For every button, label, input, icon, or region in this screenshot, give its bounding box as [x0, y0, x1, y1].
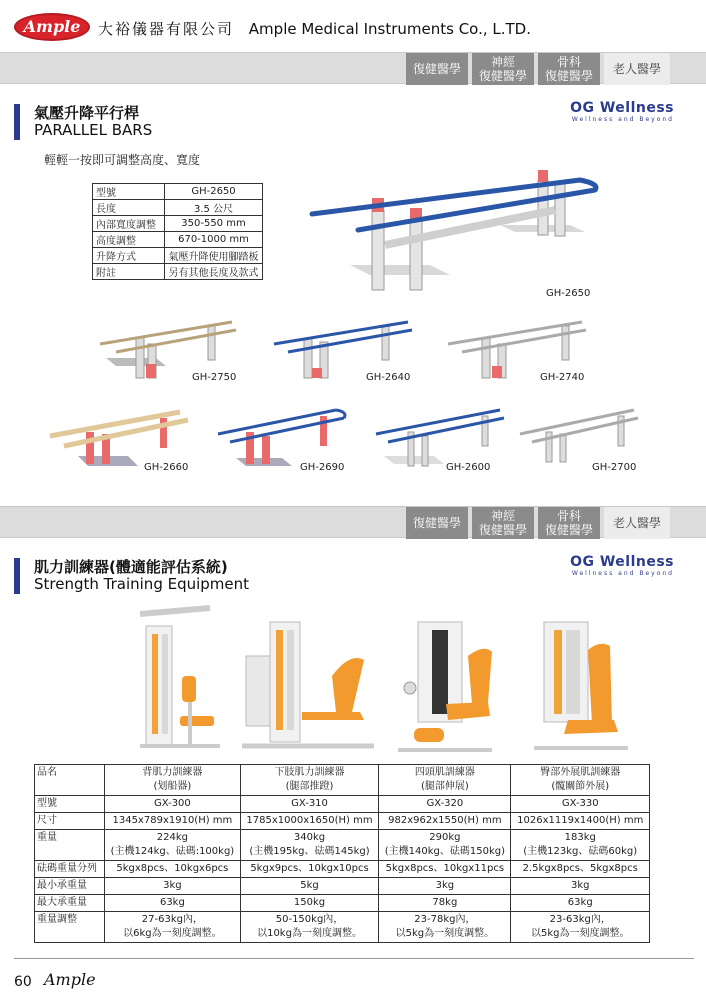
- table-cell: [379, 830, 511, 861]
- table-cell: [105, 765, 241, 796]
- table-cell: 2.5kgx8pcs、5kgx8pcs: [511, 861, 650, 878]
- og-wellness-logo: [570, 100, 674, 123]
- table-row: [35, 895, 650, 912]
- spec-value: 氣壓升降使用腳踏板: [165, 248, 263, 264]
- spec-value: GH-2650: [165, 184, 263, 200]
- table-cell: [379, 765, 511, 796]
- machine-gx320-image: [392, 616, 502, 756]
- cell-line: 以5kg為一刻度調整。: [395, 928, 495, 939]
- table-cell: 3kg: [511, 878, 650, 895]
- footer-ample-logo: Ample: [44, 970, 96, 989]
- section-marker: [14, 558, 20, 594]
- table-row: [93, 248, 263, 264]
- section-marker: [14, 104, 20, 140]
- table-cell: 3kg: [105, 878, 241, 895]
- model-caption: GH-2650: [546, 288, 591, 299]
- table-cell: GX-330: [511, 796, 650, 813]
- tab-label: 骨科: [556, 55, 581, 69]
- parallel-bars-gh2640-image: [272, 318, 412, 380]
- tab-label: 老人醫學: [612, 516, 661, 530]
- brand-name: OG Wellness: [570, 100, 674, 116]
- footer-divider: [14, 958, 694, 959]
- cell-line: 下肢肌力訓練器: [274, 767, 345, 778]
- spec-value: 350-550 mm: [165, 216, 263, 232]
- table-row: [35, 796, 650, 813]
- tab-geriatrics[interactable]: [604, 507, 670, 539]
- row-label: 品名: [35, 765, 105, 796]
- cell-line: 50-150kg內，: [275, 914, 344, 925]
- table-cell: [105, 830, 241, 861]
- model-caption: GH-2690: [300, 462, 345, 473]
- spec-key: 升降方式: [93, 248, 165, 264]
- cell-line: 23-63kg內，: [549, 914, 611, 925]
- tab-label: 復健醫學: [478, 523, 527, 537]
- row-label: 重量調整: [35, 912, 105, 943]
- row-label: 型號: [35, 796, 105, 813]
- section2-title-en: Strength Training Equipment: [34, 575, 250, 593]
- row-label: 重量: [35, 830, 105, 861]
- cell-line: (主機124kg、砝碼:100kg): [110, 846, 235, 857]
- table-cell: 1345x789x1910(H) mm: [105, 813, 241, 830]
- section1-title-zh: 氣壓升降平行桿: [34, 104, 140, 122]
- table-row: [35, 765, 650, 796]
- tab-ortho-rehab[interactable]: [538, 507, 600, 539]
- table-row: [35, 912, 650, 943]
- model-caption: GH-2700: [592, 462, 637, 473]
- table-cell: 1785x1000x1650(H) mm: [240, 813, 378, 830]
- cell-line: (腿部推蹬): [285, 781, 334, 792]
- spec-key: 型號: [93, 184, 165, 200]
- cell-line: 背肌力訓練器: [142, 767, 203, 778]
- ample-logo: Ample: [14, 13, 90, 41]
- row-label: 尺寸: [35, 813, 105, 830]
- cell-line: (腿部伸展): [420, 781, 469, 792]
- table-cell: 982x962x1550(H) mm: [379, 813, 511, 830]
- page-footer: [0, 958, 706, 1000]
- tab-label: 復健醫學: [544, 523, 593, 537]
- parallel-bars-gh2700-image: [518, 406, 638, 470]
- model-caption: GH-2660: [144, 462, 189, 473]
- model-caption: GH-2640: [366, 372, 411, 383]
- tab-neuro-rehab[interactable]: [472, 507, 534, 539]
- model-caption: GH-2600: [446, 462, 491, 473]
- parallel-bars-gh2660-image: [48, 406, 188, 470]
- cell-line: 183kg: [564, 832, 596, 843]
- cell-line: 224kg: [156, 832, 188, 843]
- page-header: [0, 0, 706, 56]
- cell-line: (主機195kg、砝碼145kg): [249, 846, 370, 857]
- tab-label: 復健醫學: [478, 69, 527, 83]
- table-cell: [240, 765, 378, 796]
- table-cell: [379, 912, 511, 943]
- cell-line: 四頭肌訓練器: [414, 767, 475, 778]
- company-name-zh: 大裕儀器有限公司: [98, 20, 235, 38]
- spec-value: 670-1000 mm: [165, 232, 263, 248]
- table-row: [93, 232, 263, 248]
- table-cell: [105, 912, 241, 943]
- machine-gx310-image: [240, 616, 380, 756]
- row-label: 砝碼重量分列: [35, 861, 105, 878]
- spec-value: 3.5 公尺: [165, 200, 263, 216]
- tab-label: 老人醫學: [612, 62, 661, 76]
- spec-value: 另有其他長度及款式: [165, 264, 263, 280]
- table-row: [93, 184, 263, 200]
- model-caption: GH-2750: [192, 372, 237, 383]
- table-row: [35, 861, 650, 878]
- page-number: 60: [14, 974, 32, 990]
- table-cell: [511, 765, 650, 796]
- cell-line: (主機140kg、砝碼150kg): [384, 846, 505, 857]
- row-label: 最小承重量: [35, 878, 105, 895]
- company-name: [98, 18, 531, 39]
- table-cell: 1026x1119x1400(H) mm: [511, 813, 650, 830]
- table-cell: [240, 912, 378, 943]
- tab-rehab[interactable]: [406, 53, 468, 85]
- table-cell: [511, 912, 650, 943]
- tab-label: 復健醫學: [412, 62, 461, 76]
- cell-line: 23-78kg內，: [414, 914, 476, 925]
- section1-subtitle: 輕輕一按即可調整高度、寬度: [44, 153, 201, 167]
- category-tabbar-top: [0, 52, 706, 84]
- cell-line: 臀部外展肌訓練器: [540, 767, 621, 778]
- section2-title-zh: 肌力訓練器(體適能評估系統): [34, 558, 228, 576]
- table-row: [35, 830, 650, 861]
- cell-line: (主機123kg、砝碼60kg): [523, 846, 638, 857]
- tab-ortho-rehab[interactable]: [538, 53, 600, 85]
- table-cell: 5kgx8pcs、10kgx6pcs: [105, 861, 241, 878]
- spec-key: 長度: [93, 200, 165, 216]
- spec-key: 高度調整: [93, 232, 165, 248]
- table-row: [93, 264, 263, 280]
- table-row: [35, 878, 650, 895]
- row-label: 最大承重量: [35, 895, 105, 912]
- table-cell: 63kg: [105, 895, 241, 912]
- tab-rehab[interactable]: [406, 507, 468, 539]
- cell-line: 27-63kg內，: [141, 914, 203, 925]
- table-cell: [240, 830, 378, 861]
- parallel-bars-gh2650-image: [310, 170, 600, 290]
- model-caption: GH-2740: [540, 372, 585, 383]
- cell-line: 以6kg為一刻度調整。: [123, 928, 222, 939]
- cell-line: 以10kg為一刻度調整。: [257, 928, 362, 939]
- table-cell: 5kgx8pcs、10kgx11pcs: [379, 861, 511, 878]
- tab-neuro-rehab[interactable]: [472, 53, 534, 85]
- parallel-bars-gh2690-image: [216, 406, 346, 470]
- cell-line: 以5kg為一刻度調整。: [530, 928, 630, 939]
- cell-line: 290kg: [429, 832, 461, 843]
- tab-label: 骨科: [556, 509, 581, 523]
- table-row: [93, 216, 263, 232]
- cell-line: 340kg: [293, 832, 326, 843]
- og-wellness-logo: [570, 554, 674, 577]
- parallel-bars-gh2600-image: [374, 406, 504, 470]
- table-cell: GX-310: [240, 796, 378, 813]
- table-cell: 63kg: [511, 895, 650, 912]
- tab-label: 神經: [490, 55, 515, 69]
- category-tabbar-mid: [0, 506, 706, 538]
- spec-key: 附註: [93, 264, 165, 280]
- cell-line: (髖關節外展): [551, 781, 610, 792]
- table-cell: 5kg: [240, 878, 378, 895]
- section1-title-en: PARALLEL BARS: [34, 121, 153, 139]
- table-cell: GX-320: [379, 796, 511, 813]
- company-name-en: Ample Medical Instruments Co., L.TD.: [248, 20, 531, 38]
- tab-label: 神經: [490, 509, 515, 523]
- strength-equipment-spec-table: [34, 764, 650, 943]
- tab-label: 復健醫學: [544, 69, 593, 83]
- brand-tagline: Wellness and Beyond: [571, 570, 674, 577]
- table-cell: 78kg: [379, 895, 511, 912]
- cell-line: (划船器): [153, 781, 192, 792]
- spec-key: 內部寬度調整: [93, 216, 165, 232]
- machine-gx300-image: [130, 604, 230, 754]
- parallel-bars-gh2740-image: [446, 318, 586, 380]
- table-cell: 5kgx9pcs、10kgx10pcs: [240, 861, 378, 878]
- table-cell: GX-300: [105, 796, 241, 813]
- brand-name: OG Wellness: [570, 554, 674, 570]
- table-cell: 150kg: [240, 895, 378, 912]
- table-cell: 3kg: [379, 878, 511, 895]
- table-row: [35, 813, 650, 830]
- parallel-bars-spec-table: [92, 183, 263, 280]
- brand-tagline: Wellness and Beyond: [571, 116, 674, 123]
- table-cell: [511, 830, 650, 861]
- table-row: [93, 200, 263, 216]
- parallel-bars-gh2750-image: [96, 318, 236, 380]
- tab-label: 復健醫學: [412, 516, 461, 530]
- tab-geriatrics[interactable]: [604, 53, 670, 85]
- machine-gx330-image: [528, 616, 638, 756]
